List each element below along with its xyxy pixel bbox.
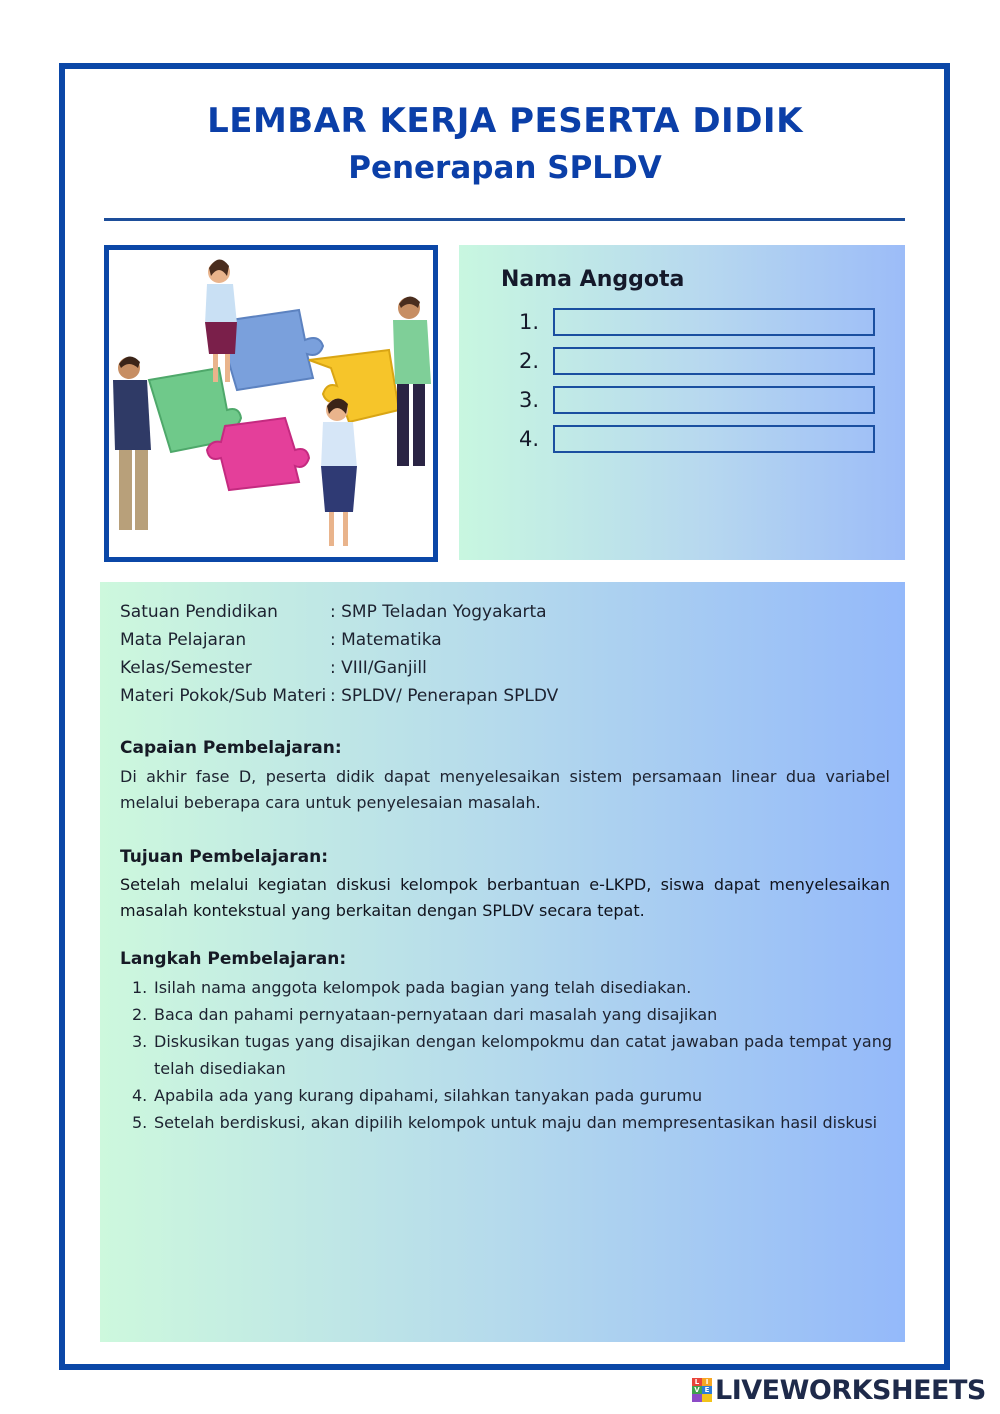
puzzle-piece-yellow [309, 350, 399, 422]
members-title: Nama Anggota [501, 267, 685, 292]
meta-label: Materi Pokok/Sub Materi [120, 686, 327, 706]
step-text: Baca dan pahami pernyataan-pernyataan dari masalah yang disajikan [154, 1005, 718, 1024]
step-number: 5. [132, 1113, 148, 1132]
member-name-input-2[interactable] [553, 347, 875, 375]
tujuan-text: Setelah melalui kegiatan diskusi kelompok berbantuan e-LKPD, siswa dapat menyelesaikan masalah kontekstual yang berkaitan dengan SPLDV secara tepat. [120, 875, 890, 920]
info-panel [100, 582, 905, 1342]
member-number: 4. [519, 427, 540, 451]
member-name-input-3[interactable] [553, 386, 875, 414]
list-item [132, 1082, 892, 1109]
meta-label: Kelas/Semester [120, 658, 252, 678]
teamwork-illustration [104, 245, 438, 562]
step-number: 1. [132, 978, 148, 997]
member-number: 3. [519, 388, 540, 412]
person-body [113, 380, 151, 450]
tujuan-heading: Tujuan Pembelajaran: [120, 847, 329, 867]
step-text: Diskusikan tugas yang disajikan dengan kelompokmu dan catat jawaban pada tempat yang telah disediakan [154, 1032, 892, 1078]
step-text: Setelah berdiskusi, akan dipilih kelompok untuk maju dan mempresentasikan hasil diskusi [154, 1113, 878, 1132]
member-number: 2. [519, 349, 540, 373]
capaian-text: Di akhir fase D, peserta didik dapat menyelesaikan sistem persamaan linear dua variabel melalui beberapa cara untuk penyelesaian masalah. [120, 767, 890, 812]
step-number: 4. [132, 1086, 148, 1105]
step-number: 2. [132, 1005, 148, 1024]
step-number: 3. [132, 1032, 148, 1051]
step-text: Isilah nama anggota kelompok pada bagian yang telah disediakan. [154, 978, 692, 997]
member-name-input-4[interactable] [553, 425, 875, 453]
capaian-heading: Capaian Pembelajaran: [120, 738, 342, 758]
list-item [132, 974, 892, 1001]
page-title: LEMBAR KERJA PESERTA DIDIK [207, 101, 803, 141]
member-name-input-1[interactable] [553, 308, 875, 336]
meta-value: : VIII/Ganjill [330, 658, 427, 678]
list-item [132, 1028, 892, 1082]
watermark-text: LIVEWORKSHEETS [715, 1374, 986, 1406]
meta-value: : Matematika [330, 630, 442, 650]
meta-label: Satuan Pendidikan [120, 602, 278, 622]
person-body [321, 422, 357, 468]
person-body [205, 284, 237, 324]
langkah-heading: Langkah Pembelajaran: [120, 949, 347, 969]
page-subtitle: Penerapan SPLDV [348, 150, 662, 186]
list-item [132, 1001, 892, 1028]
langkah-steps-list [132, 974, 892, 1136]
meta-value: : SPLDV/ Penerapan SPLDV [330, 686, 559, 706]
meta-value: : SMP Teladan Yogyakarta [330, 602, 547, 622]
meta-label: Mata Pelajaran [120, 630, 247, 650]
puzzle-people-illustration [109, 250, 433, 557]
title-divider [104, 218, 905, 221]
step-text: Apabila ada yang kurang dipahami, silahkan tanyakan pada gurumu [154, 1086, 703, 1105]
liveworksheets-watermark [692, 1374, 986, 1406]
liveworksheets-logo-icon: L I V E [692, 1378, 712, 1402]
person-body [393, 320, 431, 384]
list-item [132, 1109, 892, 1136]
members-panel [459, 245, 905, 560]
member-number: 1. [519, 310, 540, 334]
